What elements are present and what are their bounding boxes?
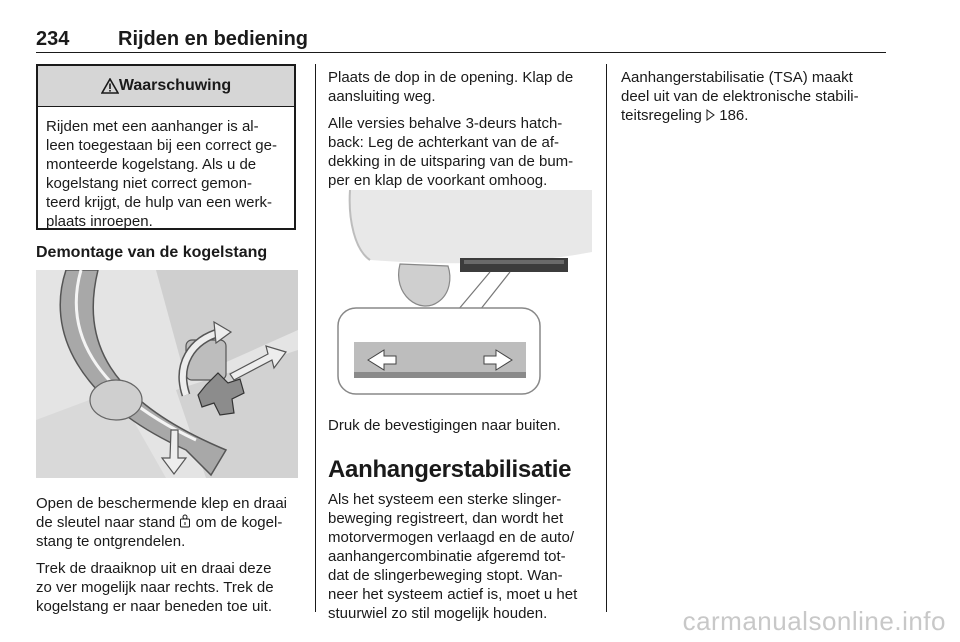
text-line: Alle versies behalve 3-deurs hatch- xyxy=(328,115,563,132)
bumper-illustration xyxy=(330,190,592,398)
text-line: per en klap de voorkant omhoog. xyxy=(328,172,548,189)
text-fragment: teitsregeling xyxy=(621,107,702,124)
warning-header xyxy=(38,66,294,107)
paragraph xyxy=(36,494,302,551)
towbar-illustration xyxy=(36,270,298,478)
text-line: beweging registreert, dan wordt het xyxy=(328,510,564,527)
warning-box xyxy=(36,64,296,230)
paragraph xyxy=(328,68,600,106)
text-line xyxy=(36,513,302,532)
text-line: Plaats de dop in de opening. Klap de xyxy=(328,69,574,86)
column-divider-1 xyxy=(315,64,316,612)
text-fragment: de sleutel naar stand xyxy=(36,514,176,531)
text-line: deel uit van de elektronische stabili- xyxy=(621,88,859,105)
page-reference-link[interactable]: 186. xyxy=(719,107,749,124)
paragraph xyxy=(328,114,600,190)
text-line: Trek de draaiknop uit en draai deze xyxy=(36,560,272,577)
text-line: Aanhangerstabilisatie (TSA) maakt xyxy=(621,69,853,86)
text-line: kogelstang er naar beneden toe uit. xyxy=(36,598,273,615)
page-header xyxy=(36,28,886,50)
text-line: aansluiting weg. xyxy=(328,88,436,105)
column-divider-2 xyxy=(606,64,607,612)
text-line: Als het systeem een sterke slinger- xyxy=(328,491,562,508)
text-fragment: om de kogel- xyxy=(195,514,283,531)
text-line: aanhangercombinatie afgeremd tot- xyxy=(328,548,566,565)
text-line: motorvermogen verlaagd en de auto/ xyxy=(328,529,574,546)
text-line: dekking in de uitsparing van de bum- xyxy=(328,153,574,170)
figure-towbar-removal xyxy=(36,270,298,478)
text-line: back: Leg de achterkant van de af- xyxy=(328,134,559,151)
text-line: zo ver mogelijk naar rechts. Trek de xyxy=(36,579,274,596)
warning-line: kogelstang niet correct gemon- xyxy=(46,175,252,192)
figure-bumper-cover xyxy=(330,190,592,398)
warning-triangle-icon xyxy=(101,78,119,94)
key-position-icon xyxy=(179,514,191,529)
warning-line: teerd krijgt, de hulp van een werk- xyxy=(46,194,272,211)
text-line xyxy=(621,106,891,125)
section-subheading: Demontage van de kogelstang xyxy=(36,244,268,261)
warning-line: monteerde kogelstang. Als u de xyxy=(46,156,257,173)
paragraph xyxy=(36,559,302,616)
page-number: 234 xyxy=(36,28,70,50)
text-line: neer het systeem actief is, moet u het xyxy=(328,586,578,603)
figure-caption: Druk de bevestigingen naar buiten. xyxy=(328,417,561,434)
paragraph xyxy=(328,490,600,623)
watermark: carmanualsonline.info xyxy=(682,606,946,636)
section-heading: Aanhangerstabilisatie xyxy=(328,456,572,483)
warning-line: Rijden met een aanhanger is al- xyxy=(46,118,259,135)
column-2-text-top xyxy=(328,68,600,198)
column-1-text xyxy=(36,494,302,624)
warning-line: leen toegestaan bij een correct ge- xyxy=(46,137,277,154)
warning-text xyxy=(38,107,294,241)
text-line: dat de slingerbeweging stopt. Wan- xyxy=(328,567,563,584)
paragraph xyxy=(621,68,891,125)
column-2-text-bottom xyxy=(328,490,600,631)
warning-heading: Waarschuwing xyxy=(118,77,232,94)
warning-line: plaats inroepen. xyxy=(46,213,153,230)
header-rule xyxy=(36,52,886,53)
text-line: stang te ontgrendelen. xyxy=(36,533,186,550)
page-title: Rijden en bediening xyxy=(118,28,309,50)
page-reference-arrow-icon xyxy=(706,109,715,121)
column-3-text xyxy=(621,68,891,133)
text-line: stuurwiel zo stil mogelijk houden. xyxy=(328,605,548,622)
text-line: Open de beschermende klep en draai xyxy=(36,495,288,512)
